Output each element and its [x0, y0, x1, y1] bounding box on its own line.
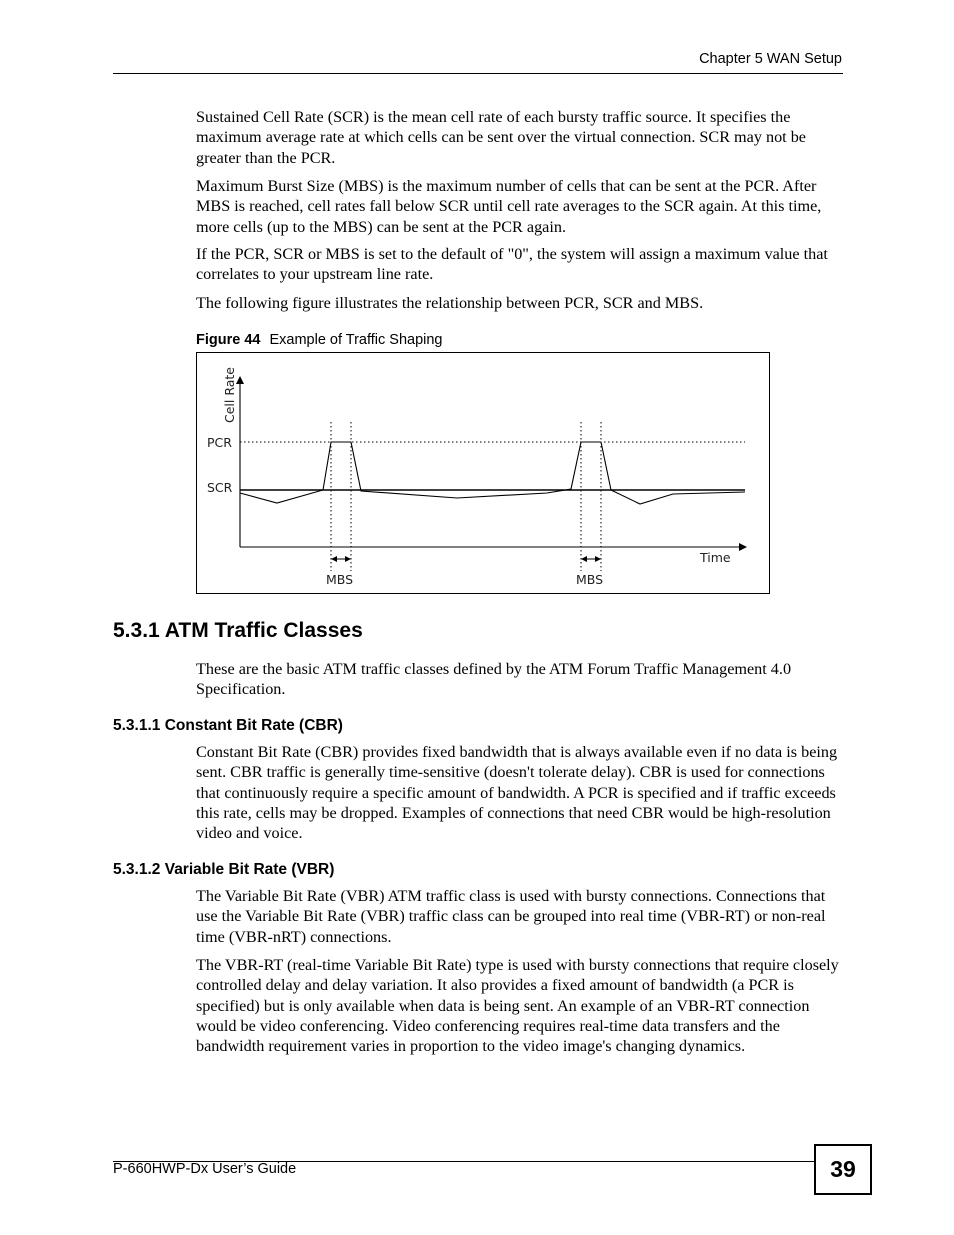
paragraph-mbs: Maximum Burst Size (MBS) is the maximum number of cells that can be sent at the PCR. After MBS is reached, cell rates fall below SCR until cell rate averages to the SCR again. At this time, more cells (up to the MBS) can be sent at the PCR again.: [196, 177, 822, 236]
traffic-shaping-figure: [196, 352, 770, 594]
running-header: Chapter 5 WAN Setup: [699, 51, 842, 67]
x-axis-label: Time: [700, 550, 731, 565]
cell-rate-curve: [240, 442, 745, 504]
figure-caption: [196, 332, 443, 348]
pcr-label: PCR: [207, 435, 232, 450]
subsection-heading-vbr: 5.3.1.2 Variable Bit Rate (VBR): [113, 861, 335, 878]
mbs-label-1: MBS: [326, 572, 354, 587]
section-intro: These are the basic ATM traffic classes defined by the ATM Forum Traffic Management 4.0 Specification.: [196, 660, 792, 699]
figure-number: Figure 44: [196, 332, 261, 348]
paragraph-vbr-2: The VBR-RT (real-time Variable Bit Rate) type is used with bursty connections that require closely controlled delay and delay variation. It also provides a fixed amount of bandwidth (a PCR is specified) but is only available when data is being sent. An example of an VBR-RT connection would be video conferencing. Video conferencing requires real-time data transfers and the bandwidth requirement varies in proportion to the video image's changing dynamics.: [196, 956, 839, 1056]
section-heading-atm-traffic-classes: 5.3.1 ATM Traffic Classes: [113, 619, 363, 642]
header-rule: [113, 73, 843, 74]
footer-guide-title: P-660HWP-Dx User’s Guide: [113, 1161, 297, 1177]
y-axis-label: Cell Rate: [222, 367, 237, 423]
page-number: 39: [814, 1144, 872, 1195]
mbs-label-2: MBS: [576, 572, 604, 587]
paragraph-scr: Sustained Cell Rate (SCR) is the mean cell rate of each bursty traffic source. It specifies the maximum average rate at which cells can be sent over the virtual connection. SCR may not be greater than the PCR.: [196, 108, 806, 167]
figure-title: Example of Traffic Shaping: [269, 332, 443, 348]
subsection-heading-cbr: 5.3.1.1 Constant Bit Rate (CBR): [113, 717, 343, 734]
paragraph-cbr: Constant Bit Rate (CBR) provides fixed bandwidth that is always available even if no data is being sent. CBR traffic is generally time-sensitive (doesn't tolerate delay). CBR is used for connections that continuously require a specific amount of bandwidth. A PCR is specified and if traffic exceeds this rate, cells may be dropped. Examples of connections that need CBR would be high-resolution video and voice.: [196, 743, 838, 843]
paragraph-figure-intro: The following figure illustrates the relationship between PCR, SCR and MBS.: [196, 294, 704, 312]
traffic-shaping-diagram: [197, 353, 771, 595]
scr-label: SCR: [207, 480, 233, 495]
paragraph-default: If the PCR, SCR or MBS is set to the default of "0", the system will assign a maximum value that correlates to your upstream line rate.: [196, 245, 828, 284]
paragraph-vbr-1: The Variable Bit Rate (VBR) ATM traffic class is used with bursty connections. Connections that use the Variable Bit Rate (VBR) traffic class can be grouped into real time (VBR-RT) or non-real time (VBR-nRT) connections.: [196, 887, 826, 946]
